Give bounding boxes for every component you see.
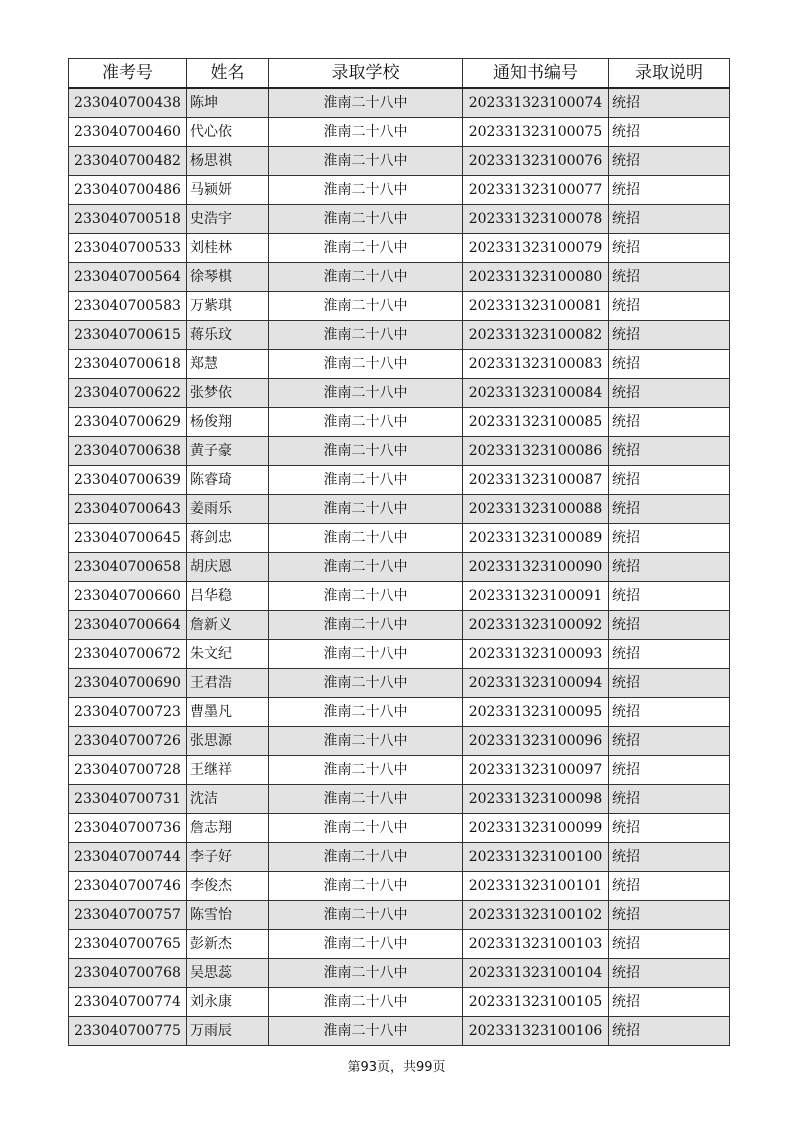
school-cell: 淮南二十八中 — [269, 727, 463, 756]
admission-note-cell: 统招 — [609, 843, 730, 872]
admission-note-cell: 统招 — [609, 263, 730, 292]
notice-number-cell: 202331323100082 — [463, 321, 609, 350]
admission-note-cell: 统招 — [609, 727, 730, 756]
student-name-cell: 张思源 — [187, 727, 269, 756]
notice-number-cell: 202331323100076 — [463, 147, 609, 176]
table-row — [69, 582, 730, 611]
table-row — [69, 408, 730, 437]
exam-number-cell: 233040700757 — [69, 901, 187, 930]
student-name-cell: 徐琴棋 — [187, 263, 269, 292]
student-name-cell: 万雨辰 — [187, 1017, 269, 1046]
student-name-cell: 蒋乐玟 — [187, 321, 269, 350]
admission-note-cell: 统招 — [609, 379, 730, 408]
table-body — [69, 88, 730, 1046]
exam-number-cell: 233040700775 — [69, 1017, 187, 1046]
notice-number-cell: 202331323100086 — [463, 437, 609, 466]
notice-number-cell: 202331323100079 — [463, 234, 609, 263]
student-name-cell: 詹志翔 — [187, 814, 269, 843]
school-cell: 淮南二十八中 — [269, 611, 463, 640]
admission-note-cell: 统招 — [609, 640, 730, 669]
table-row — [69, 901, 730, 930]
school-cell: 淮南二十八中 — [269, 437, 463, 466]
school-cell: 淮南二十八中 — [269, 988, 463, 1017]
table-row — [69, 698, 730, 727]
school-cell: 淮南二十八中 — [269, 379, 463, 408]
notice-number-cell: 202331323100075 — [463, 118, 609, 147]
exam-number-cell: 233040700658 — [69, 553, 187, 582]
school-cell: 淮南二十八中 — [269, 640, 463, 669]
exam-number-cell: 233040700438 — [69, 88, 187, 118]
admission-note-cell: 统招 — [609, 466, 730, 495]
student-name-cell: 王君浩 — [187, 669, 269, 698]
table-row — [69, 553, 730, 582]
exam-number-cell: 233040700774 — [69, 988, 187, 1017]
table-row — [69, 350, 730, 379]
student-name-cell: 沈洁 — [187, 785, 269, 814]
school-cell: 淮南二十八中 — [269, 756, 463, 785]
school-cell: 淮南二十八中 — [269, 843, 463, 872]
exam-number-cell: 233040700768 — [69, 959, 187, 988]
table-row — [69, 118, 730, 147]
admission-note-cell: 统招 — [609, 930, 730, 959]
exam-number-cell: 233040700564 — [69, 263, 187, 292]
student-name-cell: 王继祥 — [187, 756, 269, 785]
admission-note-cell: 统招 — [609, 408, 730, 437]
student-name-cell: 杨俊翔 — [187, 408, 269, 437]
admission-table — [68, 58, 730, 1046]
notice-number-cell: 202331323100084 — [463, 379, 609, 408]
table-row — [69, 379, 730, 408]
school-cell: 淮南二十八中 — [269, 669, 463, 698]
notice-number-cell: 202331323100102 — [463, 901, 609, 930]
table-header-row — [69, 59, 730, 89]
student-name-cell: 吕华稳 — [187, 582, 269, 611]
school-cell: 淮南二十八中 — [269, 263, 463, 292]
admission-note-cell: 统招 — [609, 814, 730, 843]
admission-note-cell: 统招 — [609, 582, 730, 611]
page-footer: 第93页，共99页 — [347, 1060, 446, 1075]
admission-note-cell: 统招 — [609, 495, 730, 524]
notice-number-cell: 202331323100078 — [463, 205, 609, 234]
admission-note-cell: 统招 — [609, 437, 730, 466]
exam-number-cell: 233040700744 — [69, 843, 187, 872]
exam-number-cell: 233040700736 — [69, 814, 187, 843]
admission-note-cell: 统招 — [609, 756, 730, 785]
notice-number-cell: 202331323100089 — [463, 524, 609, 553]
exam-number-cell: 233040700518 — [69, 205, 187, 234]
school-cell: 淮南二十八中 — [269, 118, 463, 147]
student-name-cell: 郑慧 — [187, 350, 269, 379]
student-name-cell: 万紫琪 — [187, 292, 269, 321]
exam-number-cell: 233040700486 — [69, 176, 187, 205]
table-row — [69, 988, 730, 1017]
table-row — [69, 872, 730, 901]
table-row — [69, 176, 730, 205]
student-name-cell: 马颍妍 — [187, 176, 269, 205]
admission-note-cell: 统招 — [609, 88, 730, 118]
student-name-cell: 陈睿琦 — [187, 466, 269, 495]
header-name: 姓名 — [187, 59, 269, 89]
student-name-cell: 刘桂林 — [187, 234, 269, 263]
notice-number-cell: 202331323100090 — [463, 553, 609, 582]
admission-note-cell: 统招 — [609, 988, 730, 1017]
admission-note-cell: 统招 — [609, 959, 730, 988]
exam-number-cell: 233040700482 — [69, 147, 187, 176]
student-name-cell: 胡庆恩 — [187, 553, 269, 582]
header-exam-number: 准考号 — [69, 59, 187, 89]
table-row — [69, 959, 730, 988]
admission-note-cell: 统招 — [609, 350, 730, 379]
table-row — [69, 756, 730, 785]
student-name-cell: 黄子豪 — [187, 437, 269, 466]
school-cell: 淮南二十八中 — [269, 930, 463, 959]
student-name-cell: 代心依 — [187, 118, 269, 147]
admission-note-cell: 统招 — [609, 698, 730, 727]
admission-note-cell: 统招 — [609, 321, 730, 350]
school-cell: 淮南二十八中 — [269, 582, 463, 611]
exam-number-cell: 233040700615 — [69, 321, 187, 350]
table-row — [69, 292, 730, 321]
admission-note-cell: 统招 — [609, 205, 730, 234]
notice-number-cell: 202331323100101 — [463, 872, 609, 901]
table-row — [69, 640, 730, 669]
table-row — [69, 263, 730, 292]
student-name-cell: 陈坤 — [187, 88, 269, 118]
school-cell: 淮南二十八中 — [269, 408, 463, 437]
admission-note-cell: 统招 — [609, 553, 730, 582]
exam-number-cell: 233040700728 — [69, 756, 187, 785]
school-cell: 淮南二十八中 — [269, 321, 463, 350]
school-cell: 淮南二十八中 — [269, 553, 463, 582]
student-name-cell: 史浩宇 — [187, 205, 269, 234]
exam-number-cell: 233040700643 — [69, 495, 187, 524]
notice-number-cell: 202331323100100 — [463, 843, 609, 872]
student-name-cell: 詹新义 — [187, 611, 269, 640]
header-notice-number: 通知书编号 — [463, 59, 609, 89]
table-row — [69, 147, 730, 176]
school-cell: 淮南二十八中 — [269, 698, 463, 727]
school-cell: 淮南二十八中 — [269, 901, 463, 930]
exam-number-cell: 233040700660 — [69, 582, 187, 611]
school-cell: 淮南二十八中 — [269, 176, 463, 205]
student-name-cell: 李子好 — [187, 843, 269, 872]
admission-note-cell: 统招 — [609, 669, 730, 698]
admission-note-cell: 统招 — [609, 524, 730, 553]
notice-number-cell: 202331323100074 — [463, 88, 609, 118]
table-row — [69, 727, 730, 756]
school-cell: 淮南二十八中 — [269, 88, 463, 118]
school-cell: 淮南二十八中 — [269, 959, 463, 988]
school-cell: 淮南二十八中 — [269, 292, 463, 321]
exam-number-cell: 233040700460 — [69, 118, 187, 147]
admission-note-cell: 统招 — [609, 785, 730, 814]
table-row — [69, 321, 730, 350]
admission-note-cell: 统招 — [609, 901, 730, 930]
notice-number-cell: 202331323100103 — [463, 930, 609, 959]
school-cell: 淮南二十八中 — [269, 234, 463, 263]
table-row — [69, 495, 730, 524]
notice-number-cell: 202331323100081 — [463, 292, 609, 321]
school-cell: 淮南二十八中 — [269, 872, 463, 901]
notice-number-cell: 202331323100091 — [463, 582, 609, 611]
header-admitted-school: 录取学校 — [269, 59, 463, 89]
exam-number-cell: 233040700726 — [69, 727, 187, 756]
student-name-cell: 陈雪怡 — [187, 901, 269, 930]
student-name-cell: 李俊杰 — [187, 872, 269, 901]
admission-note-cell: 统招 — [609, 292, 730, 321]
school-cell: 淮南二十八中 — [269, 466, 463, 495]
exam-number-cell: 233040700629 — [69, 408, 187, 437]
school-cell: 淮南二十八中 — [269, 1017, 463, 1046]
notice-number-cell: 202331323100099 — [463, 814, 609, 843]
notice-number-cell: 202331323100105 — [463, 988, 609, 1017]
notice-number-cell: 202331323100095 — [463, 698, 609, 727]
table-row — [69, 930, 730, 959]
school-cell: 淮南二十八中 — [269, 495, 463, 524]
student-name-cell: 蒋剑忠 — [187, 524, 269, 553]
exam-number-cell: 233040700723 — [69, 698, 187, 727]
notice-number-cell: 202331323100077 — [463, 176, 609, 205]
student-name-cell: 姜雨乐 — [187, 495, 269, 524]
notice-number-cell: 202331323100085 — [463, 408, 609, 437]
notice-number-cell: 202331323100098 — [463, 785, 609, 814]
exam-number-cell: 233040700690 — [69, 669, 187, 698]
student-name-cell: 朱文纪 — [187, 640, 269, 669]
exam-number-cell: 233040700533 — [69, 234, 187, 263]
exam-number-cell: 233040700639 — [69, 466, 187, 495]
notice-number-cell: 202331323100088 — [463, 495, 609, 524]
school-cell: 淮南二十八中 — [269, 350, 463, 379]
student-name-cell: 杨思祺 — [187, 147, 269, 176]
admission-note-cell: 统招 — [609, 234, 730, 263]
exam-number-cell: 233040700746 — [69, 872, 187, 901]
exam-number-cell: 233040700638 — [69, 437, 187, 466]
table-row — [69, 785, 730, 814]
admission-note-cell: 统招 — [609, 611, 730, 640]
exam-number-cell: 233040700664 — [69, 611, 187, 640]
admission-note-cell: 统招 — [609, 872, 730, 901]
notice-number-cell: 202331323100094 — [463, 669, 609, 698]
notice-number-cell: 202331323100106 — [463, 1017, 609, 1046]
table-row — [69, 611, 730, 640]
student-name-cell: 张梦依 — [187, 379, 269, 408]
exam-number-cell: 233040700583 — [69, 292, 187, 321]
table-row — [69, 843, 730, 872]
notice-number-cell: 202331323100104 — [463, 959, 609, 988]
table-row — [69, 205, 730, 234]
exam-number-cell: 233040700731 — [69, 785, 187, 814]
student-name-cell: 刘永康 — [187, 988, 269, 1017]
admission-note-cell: 统招 — [609, 176, 730, 205]
school-cell: 淮南二十八中 — [269, 205, 463, 234]
table-row — [69, 437, 730, 466]
admission-note-cell: 统招 — [609, 118, 730, 147]
student-name-cell: 曹墨凡 — [187, 698, 269, 727]
exam-number-cell: 233040700618 — [69, 350, 187, 379]
admission-note-cell: 统招 — [609, 147, 730, 176]
notice-number-cell: 202331323100097 — [463, 756, 609, 785]
notice-number-cell: 202331323100087 — [463, 466, 609, 495]
exam-number-cell: 233040700622 — [69, 379, 187, 408]
student-name-cell: 彭新杰 — [187, 930, 269, 959]
table-row — [69, 814, 730, 843]
school-cell: 淮南二十八中 — [269, 785, 463, 814]
school-cell: 淮南二十八中 — [269, 524, 463, 553]
table-row — [69, 88, 730, 118]
admission-note-cell: 统招 — [609, 1017, 730, 1046]
student-name-cell: 吴思蕊 — [187, 959, 269, 988]
table-row — [69, 524, 730, 553]
table-row — [69, 466, 730, 495]
header-admission-note: 录取说明 — [609, 59, 730, 89]
notice-number-cell: 202331323100083 — [463, 350, 609, 379]
exam-number-cell: 233040700765 — [69, 930, 187, 959]
table-row — [69, 234, 730, 263]
school-cell: 淮南二十八中 — [269, 814, 463, 843]
table-row — [69, 1017, 730, 1046]
notice-number-cell: 202331323100093 — [463, 640, 609, 669]
notice-number-cell: 202331323100080 — [463, 263, 609, 292]
exam-number-cell: 233040700672 — [69, 640, 187, 669]
table-row — [69, 669, 730, 698]
school-cell: 淮南二十八中 — [269, 147, 463, 176]
exam-number-cell: 233040700645 — [69, 524, 187, 553]
notice-number-cell: 202331323100092 — [463, 611, 609, 640]
notice-number-cell: 202331323100096 — [463, 727, 609, 756]
